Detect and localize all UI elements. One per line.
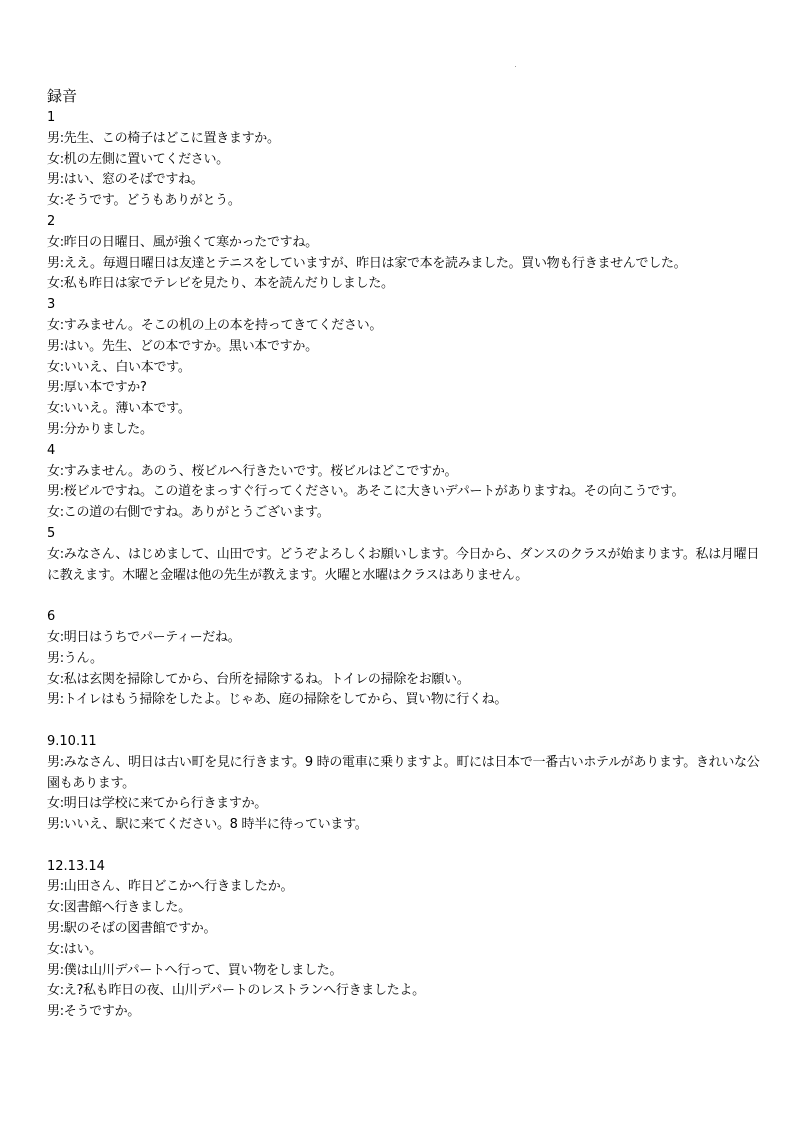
dialogue-line: 男:山田さん、昨日どこかへ行きましたか。	[47, 879, 294, 895]
dialogue-line: 男:厚い本ですか?	[47, 380, 147, 396]
dialogue-line: 男:駅のそばの図書館ですか。	[47, 921, 217, 937]
section-number: 6	[47, 609, 56, 625]
section-number: 4	[47, 442, 56, 458]
section-5	[47, 524, 761, 607]
dialogue-line: 男:ええ。毎週日曜日は友達とテニスをしていますが、昨日は家で本を読みました。買い物も行きませんでした。	[47, 255, 687, 271]
spacer	[47, 836, 761, 857]
dialogue-line: 女:私は玄関を掃除してから、台所を掃除するね。トイレの掃除をお願い。	[47, 671, 470, 687]
section-number: 12.13.14	[47, 858, 105, 874]
spacer	[47, 711, 761, 732]
document-title: 録音	[47, 87, 78, 105]
section-number: 2	[47, 213, 56, 229]
dialogue-line: 男:うん。	[47, 650, 103, 666]
dialogue-line: 女:この道の右側ですね。ありがとうございます。	[47, 505, 330, 521]
dialogue-line: 女:すみません。あのう、桜ビルへ行きたいです。桜ビルはどこですか。	[47, 463, 458, 479]
dialogue-line: 女:図書館へ行きました。	[47, 900, 191, 916]
dialogue-line: 女:机の左側に置いてください。	[47, 151, 229, 167]
section-12-13-14	[47, 857, 761, 1023]
dialogue-line: 女:私も昨日は家でテレビを見たり、本を読んだりしました。	[47, 276, 394, 292]
section-6	[47, 607, 761, 732]
dialogue-line: 男:そうですか。	[47, 1004, 140, 1020]
dialogue-line: 男:トイレはもう掃除をしたよ。じゃあ、庭の掃除をしてから、買い物に行くね。	[47, 692, 508, 708]
dialogue-line: 男:僕は山川デパートへ行って、買い物をしました。	[47, 962, 343, 978]
section-number: 5	[47, 525, 56, 541]
dialogue-line: 女:いいえ。薄い本です。	[47, 401, 191, 417]
document-body	[47, 84, 761, 1023]
dialogue-line: 男:先生、この椅子はどこに置きますか。	[47, 130, 280, 146]
section-1	[47, 108, 761, 212]
section-2	[47, 212, 761, 295]
dialogue-line: 女:え?私も昨日の夜、山川デパートのレストランへ行きましたよ。	[47, 983, 425, 999]
page-speck	[515, 66, 516, 67]
dialogue-line: 男:はい。先生、どの本ですか。黒い本ですか。	[47, 338, 318, 354]
section-3	[47, 295, 761, 441]
dialogue-line: 男:みなさん、明日は古い町を見に行きます。9 時の電車に乗りますよ。町には日本で一番古いホテルがあります。きれいな公園もあります。	[47, 754, 760, 791]
dialogue-line: 女:はい。	[47, 941, 102, 957]
dialogue-line: 女:すみません。そこの机の上の本を持ってきてください。	[47, 317, 383, 333]
dialogue-line: 女:そうです。どうもありがとう。	[47, 193, 241, 209]
dialogue-line: 女:明日はうちでパーティーだね。	[47, 629, 241, 645]
dialogue-line: 男:はい、窓のそばですね。	[47, 172, 204, 188]
dialogue-line: 男:桜ビルですね。この道をまっすぐ行ってください。あそこに大きいデパートがありますね。その向こうです。	[47, 484, 685, 500]
section-number: 1	[47, 110, 56, 125]
spacer	[47, 586, 761, 607]
dialogue-line: 男:分かりました。	[47, 421, 153, 437]
dialogue-line: 女:明日は学校に来てから行きますか。	[47, 796, 267, 812]
section-number: 3	[47, 297, 56, 313]
dialogue-line: 男:いいえ、駅に来てください。8 時半に待っています。	[47, 817, 368, 833]
section-4	[47, 441, 761, 524]
section-number: 9.10.11	[47, 733, 97, 749]
dialogue-line: 女:みなさん、はじめまして、山田です。どうぞよろしくお願いします。今日から、ダンスのクラスが始まります。私は月曜日に教えます。木曜と金曜は他の先生が教えます。火曜と水曜はクラスはありません。	[47, 546, 760, 583]
dialogue-line: 女:いいえ、白い本です。	[47, 359, 191, 375]
dialogue-line: 女:昨日の日曜日、風が強くて寒かったですね。	[47, 234, 318, 250]
section-9-10-11	[47, 732, 761, 857]
